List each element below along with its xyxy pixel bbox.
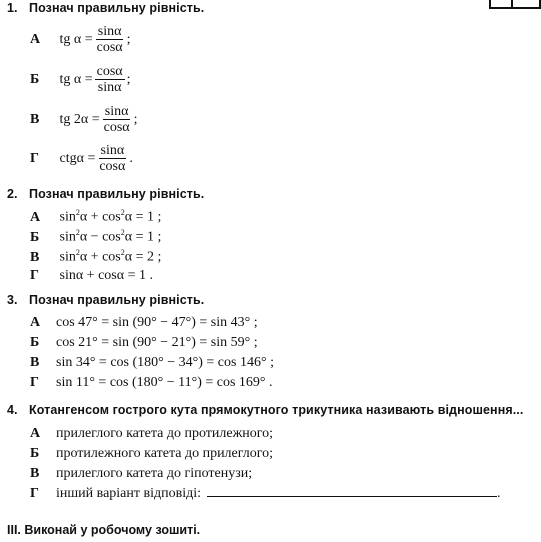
question-number: 1.	[7, 1, 18, 15]
question-3-title	[7, 293, 204, 307]
fraction	[95, 64, 125, 96]
option-letter: Г	[30, 375, 39, 390]
option-letter: Б	[30, 335, 40, 350]
formula-left: tg 2α =	[59, 112, 100, 127]
option-letter: В	[30, 112, 40, 127]
formula-part: α + cos	[79, 249, 121, 265]
fraction-numerator: cosα	[96, 64, 123, 79]
option-letter: Г	[30, 268, 39, 283]
option-letter: В	[30, 249, 40, 265]
exponent: 2	[75, 228, 80, 237]
option-text: інший варіант відповіді:	[56, 486, 202, 501]
formula-end: ;	[126, 72, 131, 87]
fraction-denominator: cosα	[96, 40, 123, 55]
q4-option-c[interactable]	[30, 466, 252, 482]
option-text: прилеглого катета до протилежного;	[56, 426, 274, 441]
exponent: 2	[120, 228, 125, 237]
section-3-heading: III. Виконай у робочому зошиті.	[7, 523, 201, 537]
option-letter: Б	[30, 229, 40, 245]
q1-option-b[interactable]	[30, 64, 131, 96]
fraction	[102, 104, 132, 136]
exponent: 2	[120, 248, 125, 257]
q3-option-a[interactable]	[30, 315, 258, 331]
option-letter: Г	[30, 486, 39, 501]
option-text: прилеглого катета до гіпотенузи;	[56, 466, 253, 481]
q2-option-d[interactable]	[30, 268, 153, 284]
exponent: 2	[120, 208, 125, 217]
fraction-denominator: cosα	[99, 159, 126, 174]
q4-option-b[interactable]	[30, 446, 273, 462]
question-number: 2.	[7, 187, 18, 201]
question-text: Познач правильну рівність.	[29, 293, 205, 307]
fraction-numerator: sinα	[100, 143, 125, 158]
fraction	[97, 143, 127, 175]
formula: sin 11° = cos (180° − 11°) = cos 169° .	[56, 375, 273, 390]
option-letter: А	[30, 32, 41, 47]
option-letter: А	[30, 315, 41, 330]
formula-left: tg α =	[59, 32, 93, 47]
question-4-title	[7, 403, 523, 417]
formula-part: α = 2 ;	[124, 249, 162, 265]
option-end: .	[497, 486, 501, 501]
option-letter: В	[30, 355, 40, 370]
formula-part: sin	[59, 209, 76, 225]
question-text: Познач правильну рівність.	[29, 187, 205, 201]
answer-blank-line[interactable]	[207, 496, 497, 497]
formula-part: α − cos	[79, 229, 121, 245]
fraction-numerator: sinα	[97, 24, 122, 39]
q3-option-d[interactable]	[30, 375, 273, 391]
corner-box-decoration	[489, 0, 541, 9]
formula-part: α + cos	[79, 209, 121, 225]
q2-option-b[interactable]	[30, 228, 161, 246]
formula: cos 47° = sin (90° − 47°) = sin 43° ;	[56, 315, 258, 330]
formula-part: α = 1 ;	[124, 209, 162, 225]
q3-option-b[interactable]	[30, 335, 258, 351]
q4-option-a[interactable]	[30, 426, 273, 442]
q1-option-c[interactable]	[30, 104, 138, 136]
q2-option-a[interactable]	[30, 208, 161, 226]
option-letter: Б	[30, 446, 40, 461]
formula-part: sin	[59, 249, 76, 265]
fraction-denominator: cosα	[103, 120, 130, 135]
option-letter: А	[30, 209, 41, 225]
formula-part: α = 1 ;	[124, 229, 162, 245]
question-1-title	[7, 1, 204, 15]
question-text: Познач правильну рівність.	[29, 1, 205, 15]
formula-part: sinα + cosα = 1 .	[59, 268, 153, 283]
exponent: 2	[75, 248, 80, 257]
question-2-title	[7, 187, 204, 201]
formula-left: ctgα =	[59, 151, 96, 166]
option-letter: Г	[30, 151, 39, 166]
q1-option-d[interactable]	[30, 143, 133, 175]
fraction-numerator: sinα	[104, 104, 129, 119]
q4-option-d[interactable]	[30, 486, 501, 502]
option-letter: Б	[30, 72, 40, 87]
formula-part: sin	[59, 229, 76, 245]
question-number: 4.	[7, 403, 18, 417]
question-text: Котангенсом гострого кута прямокутного трикутника називають відношення...	[29, 403, 524, 417]
formula-end: ;	[126, 32, 131, 47]
formula: cos 21° = sin (90° − 21°) = sin 59° ;	[56, 335, 258, 350]
q2-option-c[interactable]	[30, 248, 161, 266]
q1-option-a[interactable]	[30, 24, 131, 56]
option-text: протилежного катета до прилеглого;	[56, 446, 274, 461]
exponent: 2	[75, 208, 80, 217]
formula-end: .	[129, 151, 133, 166]
formula-left: tg α =	[59, 72, 93, 87]
question-number: 3.	[7, 293, 18, 307]
option-letter: А	[30, 426, 41, 441]
fraction-denominator: sinα	[97, 80, 122, 95]
formula: sin 34° = cos (180° − 34°) = cos 146° ;	[56, 355, 274, 370]
option-letter: В	[30, 466, 40, 481]
fraction	[95, 24, 125, 56]
q3-option-c[interactable]	[30, 355, 274, 371]
formula-end: ;	[133, 112, 138, 127]
